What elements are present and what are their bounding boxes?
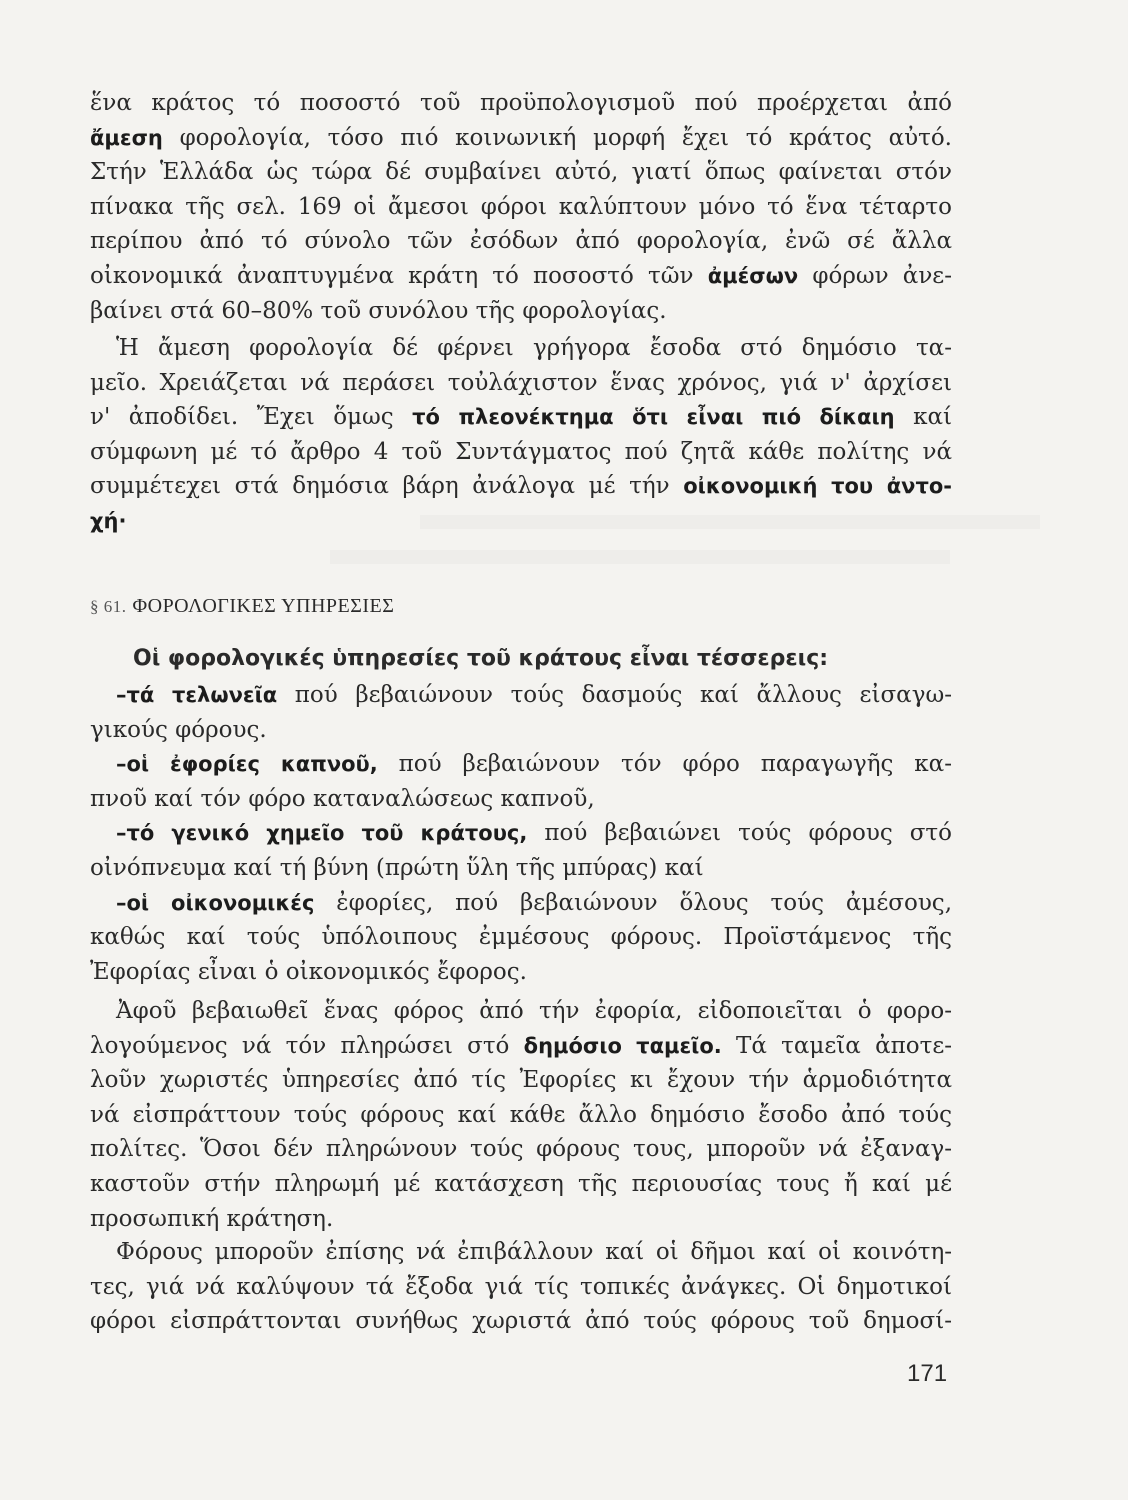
text-line: συμμέτεχει στά δημόσια βάρη ἀνάλογα μέ τήν οἰκονομική του ἀντο- xyxy=(90,473,952,500)
emphasis: χή· xyxy=(90,508,127,533)
text-line: ἄμεση φορολογία, τόσο πιό κοινωνική μορφή ἔχει τό κράτος αὐτό. xyxy=(90,124,952,151)
list-item: –τό γενικό χημεῖο τοῦ κράτους, πού βεβαιώνει τούς φόρους στό xyxy=(116,820,952,847)
show-through-shadow xyxy=(330,550,950,564)
page-number: 171 xyxy=(907,1360,948,1387)
text-line: ἕνα κράτος τό ποσοστό τοῦ προϋπολογισμοῦ πού προέρχεται ἀπό xyxy=(90,90,952,116)
text-line: καθώς καί τούς ὑπόλοιπους ἐμμέσους φόρους. Προϊστάμενος τῆς xyxy=(90,924,952,951)
text-line: προσωπική κράτηση. xyxy=(90,1205,334,1232)
emphasis: –οἱ οἰκονομικές xyxy=(116,890,315,915)
services-heading: Οἱ φορολογικές ὑπηρεσίες τοῦ κράτους εἶναι τέσσερεις: xyxy=(133,646,829,671)
text-line: πνοῦ καί τόν φόρο καταναλώσεως καπνοῦ, xyxy=(90,785,595,812)
text-line: νά εἰσπράττουν τούς φόρους καί κάθε ἄλλο δημόσιο ἔσοδο ἀπό τούς xyxy=(90,1101,952,1128)
text-line: πολίτες. Ὅσοι δέν πληρώνουν τούς φόρους τους, μποροῦν νά ἐξαναγ- xyxy=(90,1136,952,1163)
list-item: –οἱ οἰκονομικές ἐφορίες, πού βεβαιώνουν ὅλους τούς ἀμέσους, xyxy=(116,889,952,916)
emphasis: ἀμέσων xyxy=(707,263,799,288)
section-title: ΦΟΡΟΛΟΓΙΚΕΣ ΥΠΗΡΕΣΙΕΣ xyxy=(132,595,395,617)
section-mark: § 61. xyxy=(90,597,127,616)
text-line: Ἡ ἄμεση φορολογία δέ φέρνει γρήγορα ἔσοδα στό δημόσιο τα- xyxy=(116,335,952,361)
text-line: σύμφωνη μέ τό ἄρθρο 4 τοῦ Συντάγματος πού ζητᾶ κάθε πολίτης νά xyxy=(90,438,952,465)
text-line: περίπου ἀπό τό σύνολο τῶν ἐσόδων ἀπό φορολογία, ἐνῶ σέ ἄλλα xyxy=(90,228,952,255)
text-line: οἰκονομικά ἀναπτυγμένα κράτη τό ποσοστό τῶν ἀμέσων φόρων ἀνε- xyxy=(90,262,952,289)
list-item: –οἱ ἐφορίες καπνοῦ, πού βεβαιώνουν τόν φόρο παραγωγῆς κα- xyxy=(116,751,952,778)
text-line: βαίνει στά 60–80% τοῦ συνόλου τῆς φορολογίας. xyxy=(90,297,667,324)
paragraph-3 xyxy=(90,994,952,1236)
list-item: –τά τελωνεῖα πού βεβαιώνουν τούς δασμούς καί ἄλλους εἰσαγω- xyxy=(116,682,952,708)
paragraph-2 xyxy=(90,331,952,539)
emphasis: –τά τελωνεῖα xyxy=(116,683,278,707)
text-line: γικούς φόρους. xyxy=(90,716,267,743)
text-line xyxy=(90,504,952,539)
text-line: οἰνόπνευμα καί τή βύνη (πρώτη ὕλη τῆς μπύρας) καί xyxy=(90,854,704,881)
text-line: Φόρους μποροῦν ἐπίσης νά ἐπιβάλλουν καί οἱ δῆμοι καί οἱ κοινότη- xyxy=(116,1239,952,1265)
text-line: ν' ἀποδίδει. Ἔχει ὅμως τό πλεονέκτημα ὅτι εἶναι πιό δίκαιη καί xyxy=(90,404,952,431)
paragraph-4 xyxy=(90,1235,952,1339)
text-line: Στήν Ἑλλάδα ὡς τώρα δέ συμβαίνει αὐτό, γιατί ὅπως φαίνεται στόν xyxy=(90,159,952,186)
emphasis: δημόσιο ταμεῖο. xyxy=(523,1033,722,1058)
emphasis: ἄμεση xyxy=(90,125,163,150)
section-heading xyxy=(90,595,394,618)
text-line: καστοῦν στήν πληρωμή μέ κατάσχεση τῆς περιουσίας τους ἤ καί μέ xyxy=(90,1170,952,1197)
text-line: τες, γιά νά καλύψουν τά ἔξοδα γιά τίς τοπικές ἀνάγκες. Οἱ δημοτικοί xyxy=(90,1273,952,1300)
text-line: φόροι εἰσπράττονται συνήθως χωριστά ἀπό τούς φόρους τοῦ δημοσί- xyxy=(90,1308,952,1335)
text-line: πίνακα τῆς σελ. 169 οἱ ἄμεσοι φόροι καλύπτουν μόνο τό ἕνα τέταρτο xyxy=(90,193,952,220)
text-line: λογούμενος νά τόν πληρώσει στό δημόσιο ταμεῖο. Τά ταμεῖα ἀποτε- xyxy=(90,1032,952,1059)
emphasis: τό πλεονέκτημα ὅτι εἶναι πιό δίκαιη xyxy=(412,405,895,430)
emphasis: –οἱ ἐφορίες καπνοῦ, xyxy=(116,752,378,777)
emphasis: –τό γενικό χημεῖο τοῦ κράτους, xyxy=(116,821,528,846)
text-line: Ἐφορίας εἶναι ὁ οἰκονομικός ἔφορος. xyxy=(90,958,527,985)
text-line: λοῦν χωριστές ὑπηρεσίες ἀπό τίς Ἐφορίες κι ἔχουν τήν ἁρμοδιότητα xyxy=(90,1067,952,1094)
paragraph-1 xyxy=(90,86,952,328)
text-line: μεῖο. Χρειάζεται νά περάσει τοὐλάχιστον ἕνας χρόνος, γιά ν' ἀρχίσει xyxy=(90,369,952,396)
services-list xyxy=(90,678,952,989)
emphasis: οἰκονομική του ἀντο- xyxy=(683,474,952,499)
text-line: Ἀφοῦ βεβαιωθεῖ ἕνας φόρος ἀπό τήν ἐφορία, εἰδοποιεῖται ὁ φορο- xyxy=(116,998,952,1024)
